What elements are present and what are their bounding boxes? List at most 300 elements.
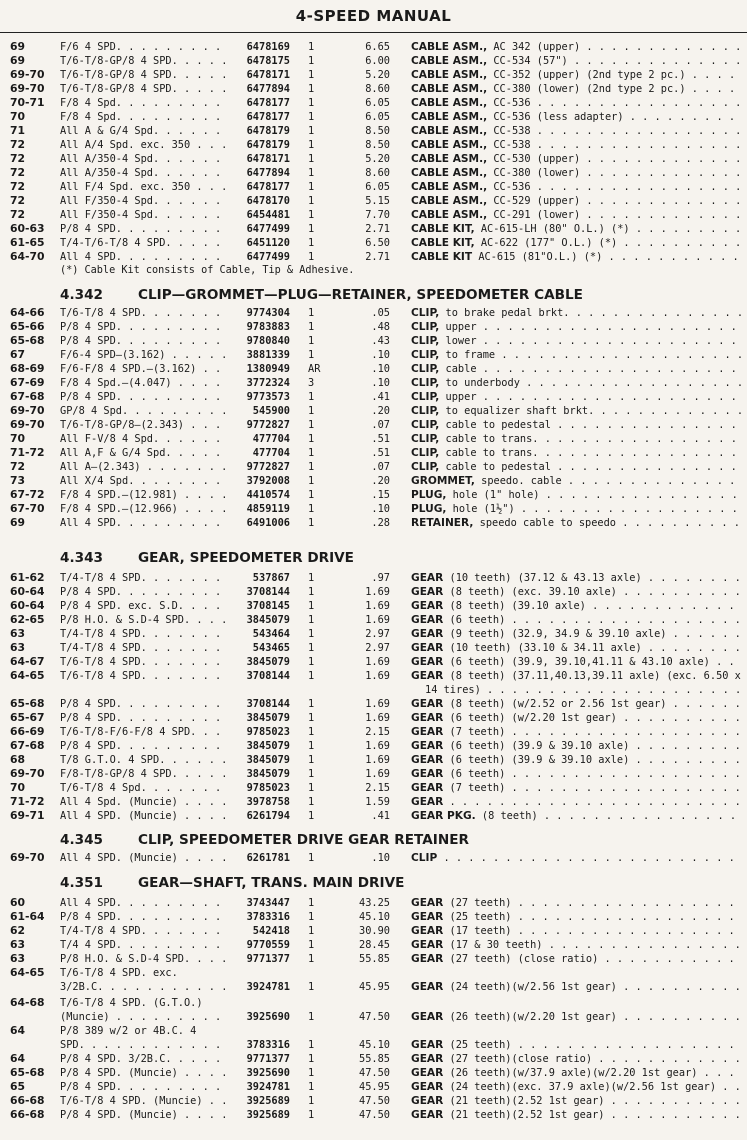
part-name: PLUG, [411,489,447,501]
part-detail: lower [445,335,477,347]
price: .05 [371,307,390,319]
part-row [0,952,747,966]
part-number: 543465 [252,642,290,654]
part-detail: CC-536 [493,97,531,109]
quantity: 1 [308,768,315,780]
part-detail: CC-538 [493,139,531,151]
part-row [0,390,747,404]
part-description [411,166,743,180]
part-detail: CC-529 (upper) [493,195,581,207]
model-year: 63 [10,952,26,965]
price: .10 [371,377,390,389]
application: T/6-T/8 4 SPD. . . . [60,669,228,683]
part-row [0,334,747,348]
quantity: 1 [308,55,315,67]
application: All 4 SPD. . . . [60,250,228,264]
part-detail: AC 342 (upper) [493,41,581,53]
quantity: 1 [308,111,315,123]
part-description [411,896,743,910]
price: 1.69 [365,754,390,766]
part-name: CABLE ASM., [411,139,488,151]
application: T/6-T/8-F/6-F/8 4 SPD. . . . [60,725,228,739]
part-description [411,390,743,404]
part-number: 3708145 [246,600,290,612]
part-number: 4859119 [246,503,290,515]
model-year: 66-68 [10,1094,45,1107]
part-description [411,208,743,222]
part-description [411,516,743,530]
quantity: 1 [308,335,315,347]
part-description [411,697,743,711]
model-year: 65-67 [10,711,45,724]
quantity: 1 [308,125,315,137]
continuation-text: 64-65 [10,966,45,979]
part-row [0,1052,747,1066]
model-year: 69-70 [10,767,45,780]
application: P/8 H.O. & S.D-4 SPD. . . . [60,613,228,627]
model-year: 72 [10,166,26,179]
price: 1.69 [365,586,390,598]
part-number: 6477499 [246,223,290,235]
part-description [411,585,743,599]
part-number: 6478175 [246,55,290,67]
part-row [0,1010,747,1024]
part-row [0,725,747,739]
part-name: CABLE ASM., [411,209,488,221]
part-number: 6478169 [246,41,290,53]
price: .10 [371,363,390,375]
part-row [0,809,747,823]
application: GP/8 4 Spd. . . . [60,404,228,418]
quantity: 1 [308,83,315,95]
quantity: 1 [308,614,315,626]
part-name: CABLE ASM., [411,153,488,165]
price: .10 [371,503,390,515]
price: 1.59 [365,796,390,808]
part-row [0,781,747,795]
part-name: GEAR [411,670,444,682]
footnote: (*) Cable Kit consists of Cable, Tip & Adhesive. [60,265,355,276]
part-detail: CC-380 (lower) (2nd type 2 pc.) [493,83,686,95]
quantity: 1 [308,754,315,766]
price: 2.71 [365,251,390,263]
price: 7.70 [365,209,390,221]
application: F/8 4 Spd.—(4.047) . . . [60,376,228,390]
model-year: 68 [10,753,26,766]
price: .41 [371,391,390,403]
part-number: 477704 [252,433,290,445]
model-year: 63 [10,641,26,654]
part-detail: (17 teeth) [449,925,512,937]
part-description [411,1038,743,1052]
part-detail: (6 teeth) [449,768,506,780]
part-description [411,474,743,488]
part-detail: cable to trans. [445,447,539,459]
section-title: CLIP—GROMMET—PLUG—RETAINER, SPEEDOMETER CABLE [138,287,583,303]
quantity: 1 [308,852,315,864]
quantity: 1 [308,1081,315,1093]
price: .97 [371,572,390,584]
application: P/8 4 SPD. . . . [60,222,228,236]
quantity: 1 [308,642,315,654]
application: P/8 4 SPD. . . . [60,910,228,924]
quantity: 1 [308,517,315,529]
page-title: 4-SPEED MANUAL [295,7,452,25]
model-year: 64-66 [10,306,45,319]
part-detail: (21 teeth)(2.52 1st gear) [449,1109,605,1121]
part-row [0,753,747,767]
part-description [411,753,743,767]
quantity: 1 [308,321,315,333]
quantity: 3 [308,377,315,389]
price: 5.20 [365,153,390,165]
part-number: 6478177 [246,97,290,109]
part-name: GEAR [411,939,444,951]
model-year: 71-72 [10,795,45,808]
application: All F/350-4 Spd. . . . [60,194,228,208]
price: .10 [371,349,390,361]
part-number: 3845079 [246,712,290,724]
part-detail: speedo cable to speedo [479,517,617,529]
part-name: GEAR [411,586,444,598]
part-description [411,82,743,96]
part-detail: to underbody [445,377,520,389]
part-detail: (8 teeth) (w/2.52 or 2.56 1st gear) [449,698,667,710]
quantity: 1 [308,810,315,822]
application: T/6-T/8-GP/8 4 SPD. . . . [60,68,228,82]
part-number: 9772827 [246,419,290,431]
part-description [411,851,743,865]
application: T/4-T/8 4 SPD. . . . [60,924,228,938]
quantity: AR [308,363,321,375]
part-number: 1380949 [246,363,290,375]
part-name: CLIP, [411,363,440,375]
application: T/4 4 SPD. . . . [60,938,228,952]
part-description [411,924,743,938]
part-detail: CC-536 (less adapter) [493,111,624,123]
part-detail: (7 teeth) [449,782,506,794]
part-name: GEAR PKG. [411,810,476,822]
part-row [0,627,747,641]
price: .41 [371,810,390,822]
part-row [0,1066,747,1080]
part-row [0,697,747,711]
model-year: 67-69 [10,376,45,389]
application: All A & G/4 Spd. . . . [60,124,228,138]
part-number: 3924781 [246,981,290,993]
part-number: 3925690 [246,1011,290,1023]
part-description [411,809,743,823]
application: T/4-T/6-T/8 4 SPD. . . . [60,236,228,250]
part-row [0,924,747,938]
part-number: 3783316 [246,1039,290,1051]
part-row [0,910,747,924]
part-number: 6454481 [246,209,290,221]
model-year: 63 [10,938,26,951]
application: P/8 4 SPD. exc. S.D. . . . [60,599,228,613]
quantity: 1 [308,1067,315,1079]
part-name: GEAR [411,1109,444,1121]
model-year: 69-70 [10,68,45,81]
part-number: 3978758 [246,796,290,808]
application: P/8 4 SPD. . . . [60,711,228,725]
part-number: 6261794 [246,810,290,822]
model-year: 63 [10,627,26,640]
quantity: 1 [308,1039,315,1051]
quantity: 1 [308,925,315,937]
part-row [0,585,747,599]
part-name: GEAR [411,656,444,668]
price: .07 [371,461,390,473]
part-row [0,446,747,460]
part-row [0,795,747,809]
model-year: 71 [10,124,26,137]
part-row [0,138,747,152]
model-year: 72 [10,194,26,207]
application: T/8 G.T.O. 4 SPD. . . . [60,753,228,767]
part-detail: cable to trans. [445,433,539,445]
application: All F/4 Spd. exc. 350 . . . [60,180,228,194]
part-description [411,110,743,124]
part-detail: (10 teeth) (37.12 & 43.13 axle) [449,572,642,584]
part-detail: (21 teeth)(2.52 1st gear) [449,1095,605,1107]
continuation-text: 64-68 [10,996,45,1009]
price: 45.95 [359,1081,390,1093]
price: 2.97 [365,628,390,640]
part-detail: (26 teeth)(w/2.20 1st gear) [449,1011,617,1023]
part-name: GEAR [411,1039,444,1051]
section-title: GEAR—SHAFT, TRANS. MAIN DRIVE [138,875,405,891]
part-detail: (25 teeth) [449,1039,512,1051]
application: T/6-T/8-GP/8—(2.343) . . . [60,418,228,432]
part-description [411,613,743,627]
quantity: 1 [308,712,315,724]
part-name: GEAR [411,897,444,909]
quantity: 1 [308,897,315,909]
part-description [411,306,743,320]
part-description [411,669,743,683]
continuation-text: T/6-T/8 4 SPD. exc. [60,967,178,979]
part-row [0,222,747,236]
price: 6.05 [365,181,390,193]
quantity: 1 [308,153,315,165]
part-name: CABLE KIT, [411,223,475,235]
part-detail: CC-538 [493,125,531,137]
part-detail: (7 teeth) [449,726,506,738]
part-name: CLIP, [411,461,440,473]
quantity: 1 [308,600,315,612]
price: 1.69 [365,768,390,780]
part-number: 545900 [252,405,290,417]
part-description [411,767,743,781]
part-row [0,896,747,910]
price: .51 [371,447,390,459]
part-description [411,502,743,516]
part-description [411,488,743,502]
part-description [411,1052,743,1066]
application: P/8 H.O. & S.D-4 SPD. . . . [60,952,228,966]
application: All 4 SPD. (Muncie) . . . [60,809,228,823]
part-description [411,376,743,390]
model-year: 66-69 [10,725,45,738]
application: (Muncie) . . . [60,1010,228,1024]
part-name: PLUG, [411,503,447,515]
part-description [411,138,743,152]
part-row [0,208,747,222]
part-description [411,739,743,753]
application: All A/4 Spd. exc. 350 . . . [60,138,228,152]
part-number: 542418 [252,925,290,937]
part-number: 4410574 [246,489,290,501]
application: T/4-T/8 4 SPD. . . . [60,627,228,641]
application: All A/350-4 Spd. . . . [60,166,228,180]
part-number: 3924781 [246,1081,290,1093]
model-year: 67 [10,348,26,361]
application: All F-V/8 4 Spd. . . . [60,432,228,446]
price: 45.10 [359,911,390,923]
part-description [411,627,743,641]
price: 8.60 [365,83,390,95]
model-year: 72 [10,180,26,193]
price: .48 [371,321,390,333]
part-name: CLIP [411,852,438,864]
part-row [0,851,747,865]
price: .20 [371,405,390,417]
price: .28 [371,517,390,529]
part-detail: cable [445,363,477,375]
part-name: GEAR [411,768,444,780]
quantity: 1 [308,1011,315,1023]
part-number: 6478177 [246,181,290,193]
application: SPD. . . . [60,1038,228,1052]
price: .43 [371,335,390,347]
part-description [411,795,743,809]
model-year: 65-66 [10,320,45,333]
price: 2.71 [365,223,390,235]
part-detail: AC-622 (177" O.L.) (*) [480,237,618,249]
part-number: 537867 [252,572,290,584]
quantity: 1 [308,139,315,151]
part-number: 6478179 [246,125,290,137]
part-name: GEAR [411,628,444,640]
section-number: 4.345 [60,832,103,848]
price: 1.69 [365,600,390,612]
model-year: 60-63 [10,222,45,235]
quantity: 1 [308,726,315,738]
model-year: 60 [10,896,26,909]
part-name: CABLE ASM., [411,195,488,207]
part-number: 3708144 [246,698,290,710]
part-number: 3925689 [246,1095,290,1107]
model-year: 65 [10,1080,26,1093]
part-detail: (8 teeth) [481,810,538,822]
part-detail: (25 teeth) [449,911,512,923]
section-number: 4.343 [60,550,103,566]
part-description [411,54,743,68]
price: .10 [371,852,390,864]
price: 1.69 [365,698,390,710]
application: F/8-T/8-GP/8 4 SPD. . . . [60,767,228,781]
part-row [0,348,747,362]
price: 47.50 [359,1109,390,1121]
quantity: 1 [308,698,315,710]
part-description [411,1010,743,1024]
continuation-text: 14 tires) . . . [425,683,747,697]
quantity: 1 [308,572,315,584]
part-row [0,613,747,627]
part-number: 3743447 [246,897,290,909]
part-name: GEAR [411,782,444,794]
model-year: 61-62 [10,571,45,584]
price: 6.50 [365,237,390,249]
model-year: 67-70 [10,502,45,515]
part-description [411,250,743,264]
part-number: 3845079 [246,754,290,766]
application: P/8 4 SPD. . . . [60,739,228,753]
part-name: GEAR [411,953,444,965]
section-number: 4.342 [60,287,103,303]
part-detail: CC-352 (upper) (2nd type 2 pc.) [493,69,686,81]
price: 8.50 [365,139,390,151]
part-detail: cable to pedestal [445,461,551,473]
part-name: CLIP, [411,335,440,347]
part-name: CABLE KIT [411,251,473,263]
quantity: 1 [308,911,315,923]
part-number: 6478171 [246,69,290,81]
part-number: 3845079 [246,656,290,668]
quantity: 1 [308,628,315,640]
part-description [411,1094,743,1108]
application: F/8 4 SPD.—(12.981) . . . [60,488,228,502]
model-year: 60-64 [10,599,45,612]
part-description [411,725,743,739]
part-number: 543464 [252,628,290,640]
part-row [0,236,747,250]
application: All A/350-4 Spd. . . . [60,152,228,166]
part-name: GEAR [411,726,444,738]
quantity: 1 [308,740,315,752]
model-year: 72 [10,460,26,473]
part-number: 6477499 [246,251,290,263]
quantity: 1 [308,782,315,794]
part-number: 477704 [252,447,290,459]
model-year: 61-64 [10,910,45,923]
section-title: GEAR, SPEEDOMETER DRIVE [138,550,354,566]
part-detail: (27 teeth)(close ratio) [449,1053,593,1065]
application: F/8 4 Spd. . . . [60,110,228,124]
application: P/8 4 SPD. . . . [60,334,228,348]
part-detail: (6 teeth) (39.9, 39.10,41.11 & 43.10 axle) [449,656,710,668]
part-row [0,362,747,376]
quantity: 1 [308,586,315,598]
part-number: 6478177 [246,111,290,123]
part-row [0,711,747,725]
part-description [411,641,743,655]
section-number: 4.351 [60,875,103,891]
part-number: 6478170 [246,195,290,207]
application: T/6-T/8-GP/8 4 SPD. . . . [60,54,228,68]
model-year: 69 [10,516,26,529]
part-description [411,334,743,348]
part-row [0,641,747,655]
model-year: 69 [10,40,26,53]
part-row [0,320,747,334]
part-name: GEAR [411,1011,444,1023]
price: 55.85 [359,1053,390,1065]
part-name: CLIP, [411,307,440,319]
part-number: 9774304 [246,307,290,319]
part-number: 6477894 [246,167,290,179]
